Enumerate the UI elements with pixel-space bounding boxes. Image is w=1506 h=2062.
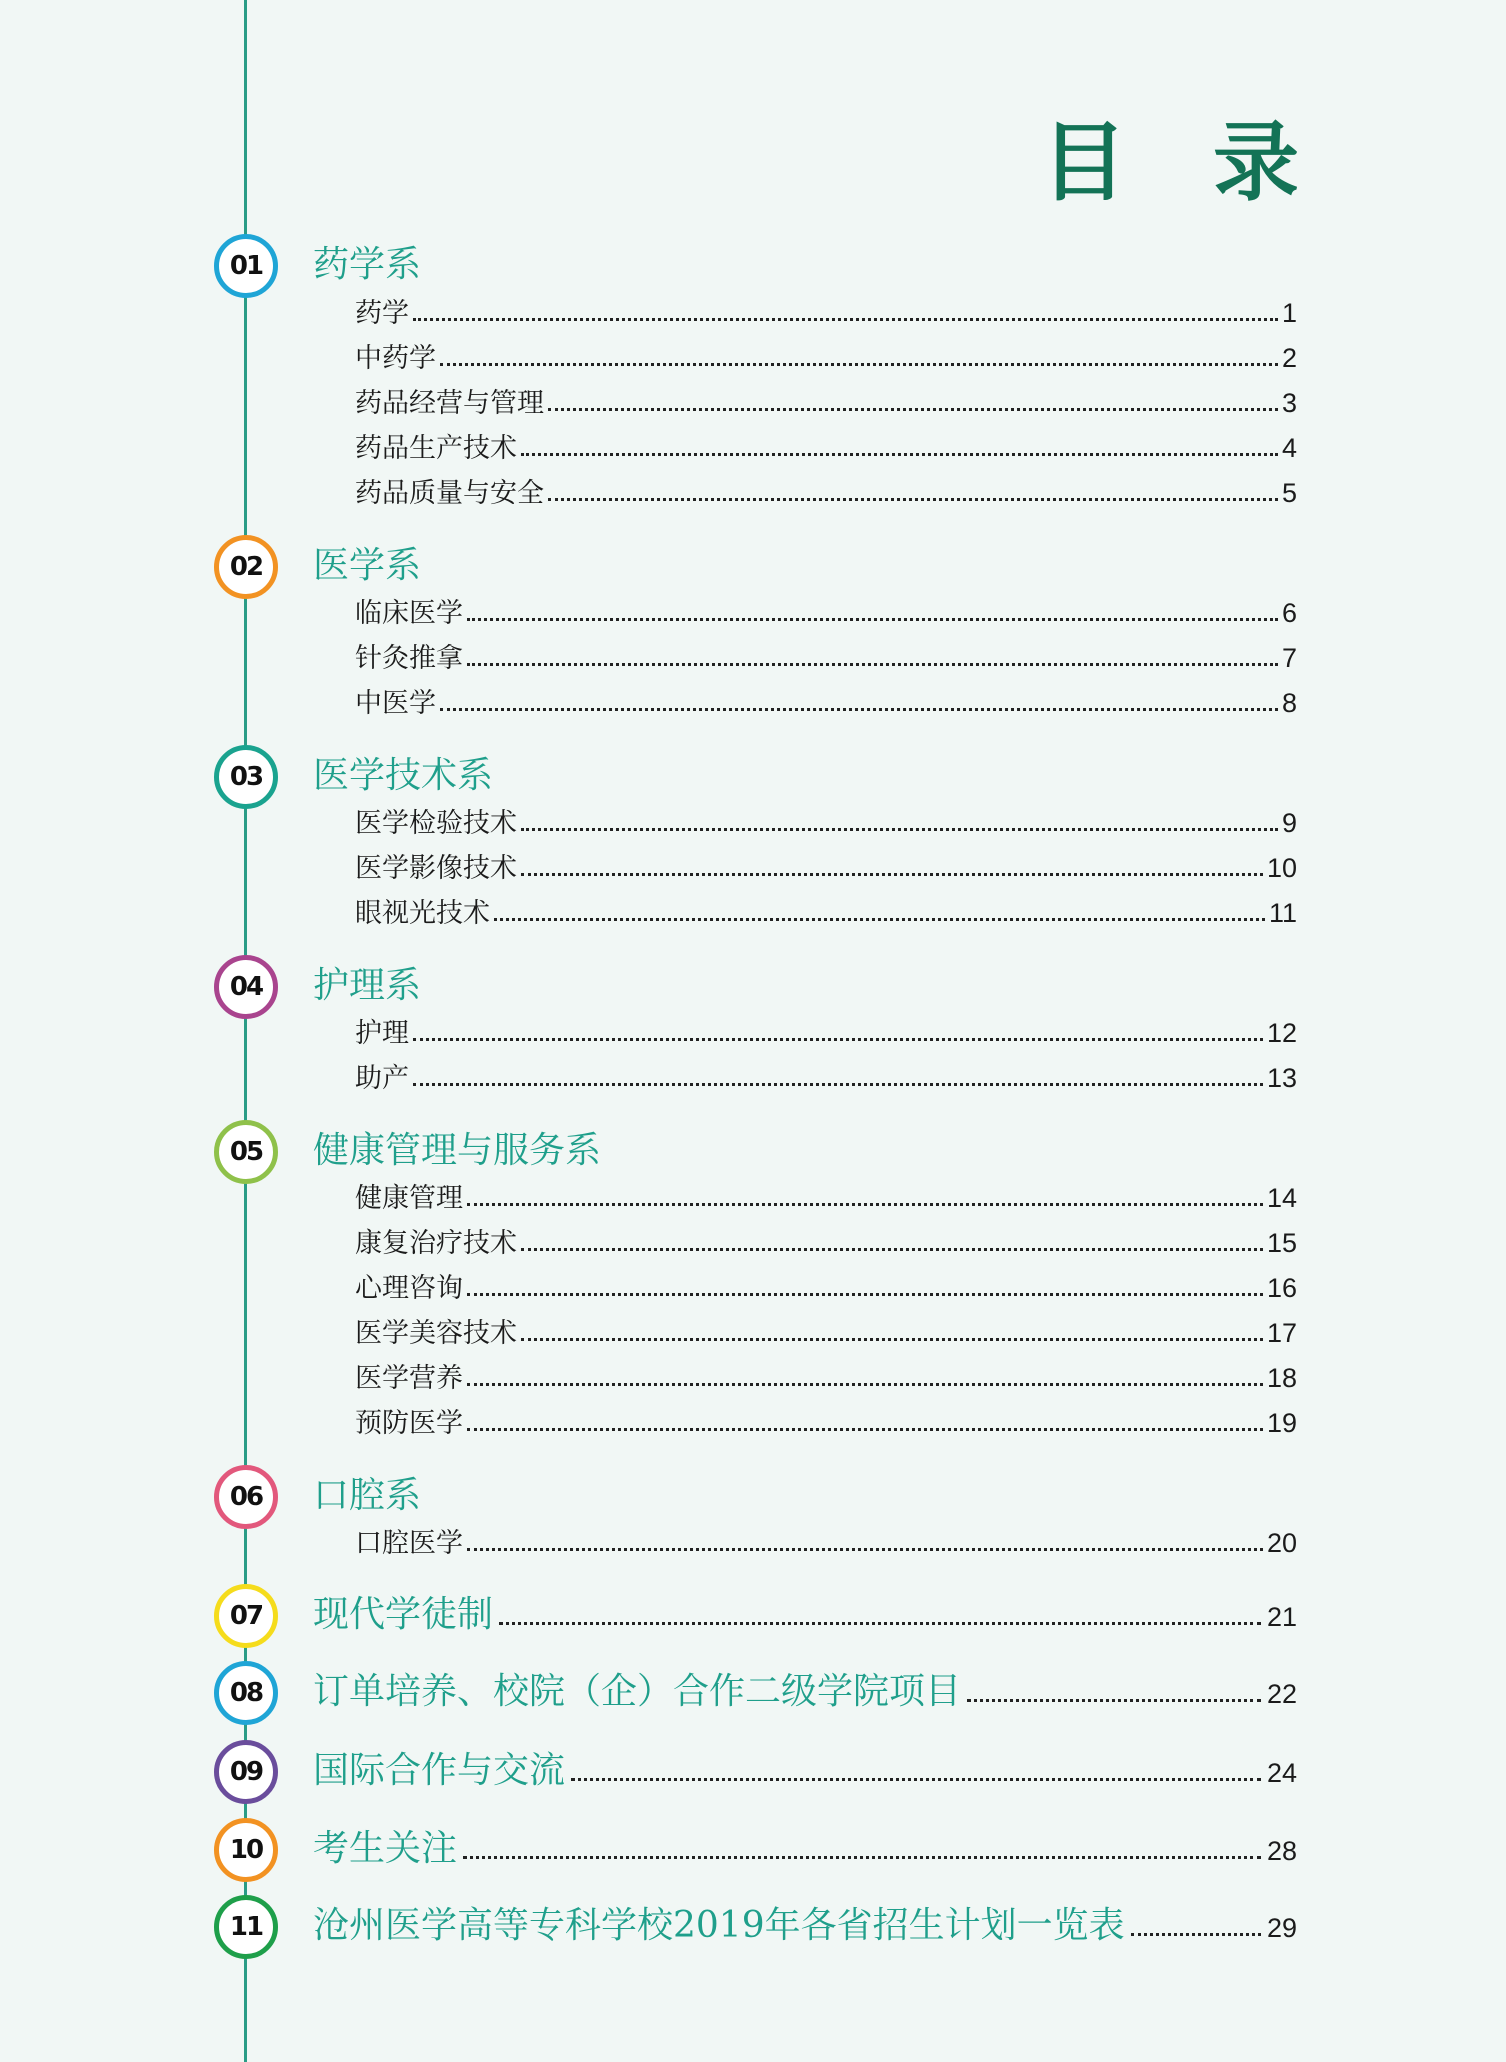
- dot-leader: [467, 662, 1278, 666]
- toc-entry-page-number: 29: [1266, 1913, 1297, 1943]
- toc-entry-title: 药品生产技术: [355, 433, 517, 463]
- toc-entry-page-number: 10: [1266, 853, 1297, 883]
- toc-entry-title: 口腔医学: [355, 1528, 463, 1558]
- dot-leader: [521, 872, 1263, 876]
- toc-entry-page-number: 20: [1266, 1528, 1297, 1558]
- toc-entry-title: 中药学: [355, 343, 436, 373]
- section-heading[interactable]: 医学系: [313, 545, 422, 586]
- toc-entry-page-number: 1: [1281, 298, 1297, 328]
- toc-entry[interactable]: [355, 1225, 1297, 1261]
- toc-entry-title: 医学美容技术: [355, 1318, 517, 1348]
- toc-entry[interactable]: [355, 430, 1297, 466]
- toc-entry-title: 临床医学: [355, 598, 463, 628]
- toc-entry[interactable]: [355, 475, 1297, 511]
- dot-leader: [521, 1337, 1263, 1341]
- toc-entry-title: 医学影像技术: [355, 853, 517, 883]
- toc-entry[interactable]: [355, 1060, 1297, 1096]
- toc-entry[interactable]: [355, 685, 1297, 721]
- section-number-badge: 02: [214, 535, 278, 599]
- toc-entry-page-number: 19: [1266, 1408, 1297, 1438]
- toc-entry[interactable]: [355, 850, 1297, 886]
- section-number-badge: 06: [214, 1465, 278, 1529]
- dot-leader: [440, 362, 1278, 366]
- section-heading[interactable]: 药学系: [313, 244, 422, 285]
- dot-leader: [499, 1621, 1261, 1625]
- toc-entry-title: 药品经营与管理: [355, 388, 544, 418]
- toc-entry-page-number: 12: [1266, 1018, 1297, 1048]
- section-number-badge: 05: [214, 1120, 278, 1184]
- toc-entry-page-number: 24: [1266, 1758, 1297, 1788]
- toc-entry-page-number: 11: [1268, 898, 1297, 928]
- toc-entry[interactable]: [355, 295, 1297, 331]
- dot-leader: [548, 497, 1278, 501]
- dot-leader: [467, 1547, 1263, 1551]
- toc-entry-page-number: 28: [1266, 1836, 1297, 1866]
- dot-leader: [521, 827, 1278, 831]
- toc-entry-title: 眼视光技术: [355, 898, 490, 928]
- toc-entry-title: 药品质量与安全: [355, 478, 544, 508]
- dot-leader: [467, 1382, 1263, 1386]
- toc-entry-title: 护理: [355, 1018, 409, 1048]
- toc-entry-page-number: 13: [1266, 1063, 1297, 1093]
- dot-leader: [467, 1202, 1263, 1206]
- section-heading[interactable]: 健康管理与服务系: [313, 1130, 602, 1171]
- toc-entry[interactable]: [355, 1405, 1297, 1441]
- section-number-badge: 01: [214, 234, 278, 298]
- section-heading[interactable]: 医学技术系: [313, 755, 494, 796]
- section-number-badge: 07: [214, 1584, 278, 1648]
- toc-entry[interactable]: [355, 1015, 1297, 1051]
- toc-entry-page-number: 5: [1281, 478, 1297, 508]
- section-heading: 现代学徒制: [313, 1594, 494, 1635]
- page-title: 目 录: [1041, 113, 1327, 213]
- toc-entry-title: 药学: [355, 298, 409, 328]
- toc-entry[interactable]: [355, 640, 1297, 676]
- dot-leader: [440, 707, 1278, 711]
- toc-entry[interactable]: [355, 385, 1297, 421]
- toc-entry[interactable]: [355, 895, 1297, 931]
- dot-leader: [494, 917, 1265, 921]
- section-heading: 国际合作与交流: [313, 1750, 566, 1791]
- toc-section-entry[interactable]: [313, 1827, 1297, 1871]
- toc-section-entry[interactable]: [313, 1593, 1297, 1637]
- section-number-badge: 03: [214, 745, 278, 809]
- dot-leader: [467, 1427, 1263, 1431]
- toc-entry[interactable]: [355, 1270, 1297, 1306]
- toc-entry-title: 心理咨询: [355, 1273, 463, 1303]
- toc-entry[interactable]: [355, 595, 1297, 631]
- toc-entry-title: 助产: [355, 1063, 409, 1093]
- toc-entry-title: 中医学: [355, 688, 436, 718]
- toc-entry-title: 健康管理: [355, 1183, 463, 1213]
- toc-entry-page-number: 16: [1266, 1273, 1297, 1303]
- toc-entry-page-number: 22: [1266, 1679, 1297, 1709]
- dot-leader: [521, 452, 1278, 456]
- dot-leader: [463, 1855, 1261, 1859]
- toc-section-entry[interactable]: [313, 1670, 1297, 1714]
- toc-entry-title: 医学检验技术: [355, 808, 517, 838]
- dot-leader: [467, 617, 1278, 621]
- toc-entry[interactable]: [355, 1525, 1297, 1561]
- dot-leader: [967, 1698, 1261, 1702]
- section-number-badge: 10: [214, 1818, 278, 1882]
- section-number-badge: 11: [214, 1895, 278, 1959]
- toc-entry-page-number: 6: [1281, 598, 1297, 628]
- toc-section-entry[interactable]: [313, 1749, 1297, 1793]
- section-number-badge: 04: [214, 955, 278, 1019]
- toc-entry-page-number: 7: [1281, 643, 1297, 673]
- toc-entry-title: 康复治疗技术: [355, 1228, 517, 1258]
- section-heading: 沧州医学高等专科学校2019年各省招生计划一览表: [313, 1905, 1125, 1946]
- toc-entry-page-number: 14: [1266, 1183, 1297, 1213]
- section-number-badge: 08: [214, 1661, 278, 1725]
- toc-entry[interactable]: [355, 805, 1297, 841]
- dot-leader: [1131, 1932, 1261, 1936]
- toc-entry-page-number: 18: [1266, 1363, 1297, 1393]
- dot-leader: [548, 407, 1278, 411]
- section-heading: 订单培养、校院（企）合作二级学院项目: [313, 1671, 962, 1712]
- toc-entry-page-number: 9: [1281, 808, 1297, 838]
- section-heading: 考生关注: [313, 1828, 458, 1869]
- section-number-badge: 09: [214, 1740, 278, 1804]
- dot-leader: [521, 1247, 1263, 1251]
- toc-entry[interactable]: [355, 1315, 1297, 1351]
- dot-leader: [467, 1292, 1263, 1296]
- toc-entry-page-number: 21: [1266, 1602, 1297, 1632]
- toc-entry-page-number: 8: [1281, 688, 1297, 718]
- toc-entry[interactable]: [355, 340, 1297, 376]
- toc-entry-title: 预防医学: [355, 1408, 463, 1438]
- toc-entry-page-number: 15: [1266, 1228, 1297, 1258]
- toc-section-entry[interactable]: [313, 1904, 1297, 1948]
- section-heading[interactable]: 口腔系: [313, 1475, 422, 1516]
- toc-entry-page-number: 4: [1281, 433, 1297, 463]
- dot-leader: [413, 317, 1278, 321]
- dot-leader: [413, 1082, 1263, 1086]
- section-heading[interactable]: 护理系: [313, 965, 422, 1006]
- toc-entry-title: 医学营养: [355, 1363, 463, 1393]
- dot-leader: [413, 1037, 1263, 1041]
- toc-entry[interactable]: [355, 1360, 1297, 1396]
- toc-entry-page-number: 17: [1266, 1318, 1297, 1348]
- toc-entry-page-number: 3: [1281, 388, 1297, 418]
- dot-leader: [571, 1777, 1261, 1781]
- toc-entry-title: 针灸推拿: [355, 643, 463, 673]
- toc-entry-page-number: 2: [1281, 343, 1297, 373]
- toc-entry[interactable]: [355, 1180, 1297, 1216]
